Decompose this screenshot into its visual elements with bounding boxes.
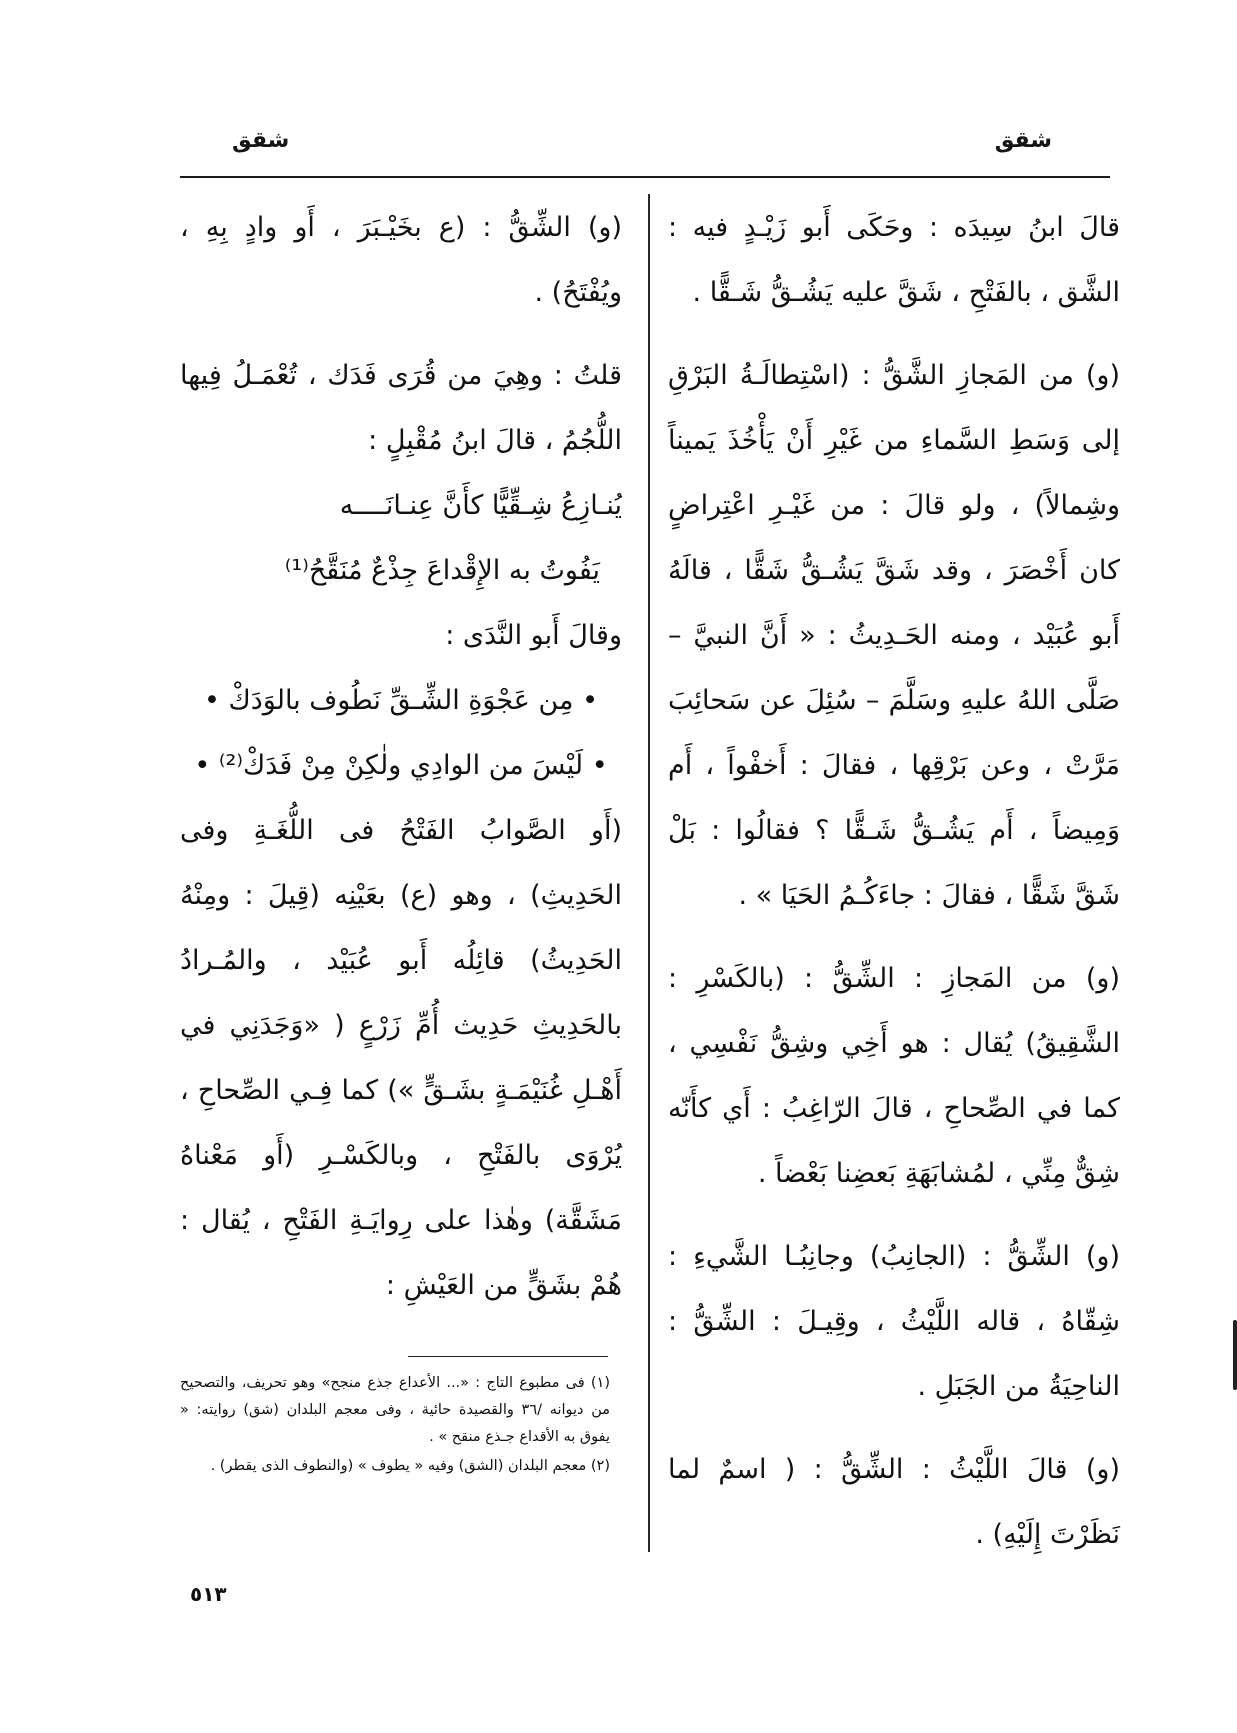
verse-line: يُنـازِعُ شِـقِّيًّا كأَنَّ عِنـانَــــه [339, 490, 622, 521]
footnote: (١) فى مطبوع التاج : «... الأعداع جذع منجح» وهو تحريف، والتصحيح من ديوانه /٣٦ والقصيدة حائية ، وفى معجم البلدان (شق) روايته: « يفوق به الأقداع جـذع منقح » . [180, 1375, 610, 1445]
entry-paragraph: (و) قالَ اللَّيْثُ : الشِّقُّ : ( اسمٌ لما نَظَرْتَ إِلَيْهِ) . [668, 1454, 1120, 1550]
entry-paragraph: (أَو الصَّوابُ الفَتْحُ فى اللُّغَـةِ وفى الحَدِيثِ) ، وهو (ع) بعَيْنِه (قِيلَ : ومِنْهُ الحَدِيثُ) قائِلُه أَبو عُبَيْد ، والمُـرادُ بالحَدِيثِ حَدِيث أُمِّ زَرْعٍ ( «وَجَدَنِي في أَهْـلِ غُنَيْمَـةٍ بشَـقٍّ ») كما فِـي الصِّحاحِ ، يُرْوَى بالفَتْحِ ، وبالكَسْـرِ (أَو مَعْناهُ مَشَقَّة) وهٰذا على رِوايَـةِ الفَتْحِ ، يُقال : هُمْ بشَقٍّ من العَيْشِ : [180, 815, 622, 1301]
footnotes [180, 1370, 610, 1482]
left-column [180, 195, 622, 1332]
footnote-rule [408, 1356, 608, 1357]
entry-paragraph: قلتُ : وهِيَ من قُرَى فَدَك ، تُعْمَـلُ فِيها اللُّجُمُ ، قالَ ابنُ مُقْبِلٍ : [180, 360, 622, 456]
entry-paragraph: وقالَ أَبو النَّدَى : [445, 620, 622, 651]
right-column [668, 195, 1120, 1581]
running-header-right: شقق [994, 128, 1052, 153]
entry-paragraph: (و) من المَجازِ الشَّقُّ : (اسْتِطالَـةُ البَرْقِ إلى وَسَطِ السَّماءِ من غَيْرِ أَنْ يَأْخُذَ يَميناً وشِمالاً) ، ولو قالَ : من غَيْـرِ اعْتِراضٍ كان أَخْصَرَ ، وقد شَقَّ يَشُـقُّ شَقًّا ، قالَهُ أَبو عُبَيْد ، ومنه الحَـدِيثُ : « أَنَّ النبيَّ – صَلَّى اللهُ عليهِ وسَلَّمَ – سُئِلَ عن سَحائِبَ مَرَّتْ ، وعن بَرْقِها ، فقالَ : أَخفْواً ، أَم وَمِيضاً ، أَم يَشُـقُّ شَـقًّا ؟ فقالُوا : بَلْ شَقَّ شَقًّا ، فقالَ : جاءَكُـمُ الحَيَا » . [668, 360, 1120, 911]
entry-paragraph: (و) الشِّقُّ : (الجانِبُ) وجانِبُـا الشَّيءِ : شِقّاهُ ، قاله اللَّيْثُ ، وقِيـلَ : الشِّقُّ : الناحِيَةُ من الجَبَلِ . [668, 1241, 1120, 1402]
column-divider [648, 194, 650, 1552]
entry-paragraph: (و) الشِّقُّ : (ع بخَيْـبَرَ ، أَو وادٍ بِهِ ، ويُفْتَحُ) . [180, 212, 622, 308]
scan-edge-mark [1233, 1320, 1237, 1390]
running-header-left: شقق [232, 128, 290, 153]
verse-line: • لَيْسَ من الوادِي ولٰكِنْ مِنْ فَدَكْ⁽²⁾ • [194, 750, 608, 781]
verse-line: يَفُوتُ به الإِقْداعَ جِذْعٌ مُنَقَّحُ⁽¹⁾ [284, 555, 600, 586]
footnote: (٢) معجم البلدان (الشق) وفيه « يطوف » (والنطوف الذى يقطر) . [210, 1458, 610, 1474]
verse-line: • مِن عَجْوَةِ الشِّـقِّ نَطُوف بالوَدَكْ • [203, 685, 599, 716]
header-rule [180, 176, 1110, 178]
entry-paragraph: قالَ ابنُ سِيدَه : وحَكَى أَبو زَيْـدٍ فيه : الشَّق ، بالفَتْحِ ، شَقَّ عليه يَشُـقُّ شَـقًّا . [668, 212, 1120, 308]
page-number: ٥١٣ [190, 1582, 227, 1606]
entry-paragraph: (و) من المَجازِ : الشِّقُّ : (بالكَسْرِ : الشَّقِيقُ) يُقال : هو أَخِي وشِقُّ نَفْسِي ، كما في الصِّحاحِ ، قالَ الرّاغِبُ : أَي كأَنّه شِقٌّ مِنِّي ، لمُشابَهَةِ بَعضِنا بَعْضاً . [668, 963, 1120, 1189]
